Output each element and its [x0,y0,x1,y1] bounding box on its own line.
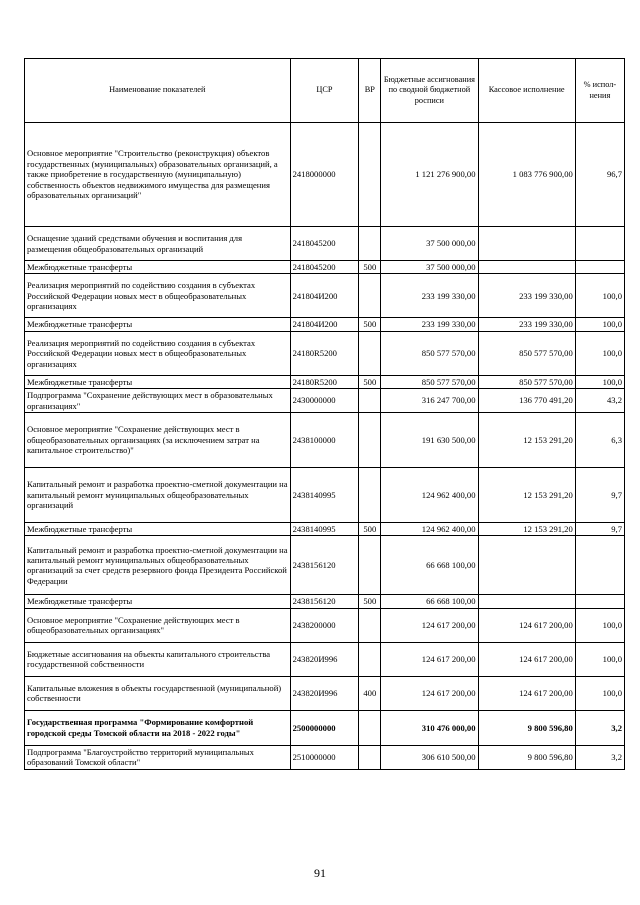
page-number: 91 [314,866,326,880]
row-cash-execution: 9 800 596,80 [478,710,575,745]
row-execution-percent: 3,2 [575,745,624,769]
row-name: Подпрограмма "Благоустройство территорий муниципальных образований Томской области" [25,745,291,769]
table-row [25,523,625,536]
row-assignments: 1 121 276 900,00 [381,123,478,227]
row-assignments: 124 617 200,00 [381,642,478,676]
row-vr [359,642,381,676]
row-execution-percent: 43,2 [575,389,624,413]
row-vr: 500 [359,318,381,331]
header-execution-percent: % испол- нения [575,59,624,123]
row-assignments: 310 476 000,00 [381,710,478,745]
row-csr: 24180R5200 [290,375,359,388]
table-row [25,123,625,227]
row-csr: 2438156120 [290,595,359,608]
table-row [25,227,625,261]
row-execution-percent [575,261,624,274]
row-vr [359,274,381,318]
row-vr: 400 [359,676,381,710]
row-name: Капитальный ремонт и разработка проектно-сметной документации на капитальный ремонт муниципальных общеобразовательных организаций [25,468,291,523]
row-vr [359,536,381,595]
table-row [25,642,625,676]
table-header-row [25,59,625,123]
row-csr: 2438140995 [290,523,359,536]
table-row [25,261,625,274]
row-vr [359,608,381,642]
row-csr: 243820И996 [290,676,359,710]
row-cash-execution [478,595,575,608]
row-vr [359,227,381,261]
row-execution-percent [575,227,624,261]
header-cash-execution: Кассовое исполнение [478,59,575,123]
row-cash-execution: 850 577 570,00 [478,331,575,375]
row-execution-percent: 9,7 [575,468,624,523]
row-execution-percent: 9,7 [575,523,624,536]
row-cash-execution: 1 083 776 900,00 [478,123,575,227]
row-name: Капитальные вложения в объекты государственной (муниципальной) собственности [25,676,291,710]
row-csr: 2418000000 [290,123,359,227]
row-execution-percent: 96,7 [575,123,624,227]
header-vr: ВР [359,59,381,123]
table-row [25,389,625,413]
row-vr [359,413,381,468]
header-csr: ЦСР [290,59,359,123]
row-name: Межбюджетные трансферты [25,261,291,274]
row-csr: 241804И200 [290,318,359,331]
row-name: Основное мероприятие "Сохранение действующих мест в общеобразовательных организациях" [25,608,291,642]
table-row [25,274,625,318]
row-csr: 2438140995 [290,468,359,523]
row-vr [359,745,381,769]
row-assignments: 66 668 100,00 [381,595,478,608]
row-assignments: 124 962 400,00 [381,523,478,536]
row-assignments: 124 617 200,00 [381,608,478,642]
row-name: Межбюджетные трансферты [25,375,291,388]
table-row [25,413,625,468]
row-vr [359,123,381,227]
row-cash-execution: 12 153 291,20 [478,413,575,468]
row-assignments: 306 610 500,00 [381,745,478,769]
row-csr: 2438200000 [290,608,359,642]
row-assignments: 850 577 570,00 [381,331,478,375]
row-cash-execution: 12 153 291,20 [478,468,575,523]
row-csr: 2510000000 [290,745,359,769]
row-name: Капитальный ремонт и разработка проектно-сметной документации на капитальный ремонт муниципальных общеобразовательных организаций за счет средств резервного фонда Президента Российской Федерации [25,536,291,595]
table-row [25,318,625,331]
row-cash-execution [478,261,575,274]
row-csr: 2418045200 [290,227,359,261]
row-execution-percent: 100,0 [575,375,624,388]
row-csr: 2430000000 [290,389,359,413]
row-vr [359,389,381,413]
table-row [25,331,625,375]
row-name: Подпрограмма "Сохранение действующих мест в образовательных организациях" [25,389,291,413]
budget-execution-table [24,58,625,770]
table-row [25,595,625,608]
row-name: Оснащение зданий средствами обучения и воспитания для размещения общеобразовательных организаций [25,227,291,261]
row-cash-execution: 9 800 596,80 [478,745,575,769]
row-cash-execution [478,536,575,595]
row-assignments: 66 668 100,00 [381,536,478,595]
row-csr: 2500000000 [290,710,359,745]
row-cash-execution [478,227,575,261]
row-execution-percent: 100,0 [575,318,624,331]
table-body [25,123,625,770]
row-execution-percent: 100,0 [575,642,624,676]
row-name: Межбюджетные трансферты [25,523,291,536]
row-cash-execution: 233 199 330,00 [478,318,575,331]
row-name: Основное мероприятие "Сохранение действующих мест в общеобразовательных организациях (за исключением затрат на капитальное строительство)" [25,413,291,468]
row-assignments: 37 500 000,00 [381,261,478,274]
row-cash-execution: 233 199 330,00 [478,274,575,318]
row-vr: 500 [359,523,381,536]
row-name: Бюджетные ассигнования на объекты капитального строительства государственной собственности [25,642,291,676]
row-cash-execution: 124 617 200,00 [478,608,575,642]
row-cash-execution: 850 577 570,00 [478,375,575,388]
row-csr: 24180R5200 [290,331,359,375]
table-row [25,468,625,523]
row-execution-percent: 6,3 [575,413,624,468]
row-name: Государственная программа "Формирование комфортной городской среды Томской области на 2018 - 2022 годы" [25,710,291,745]
row-csr: 243820И996 [290,642,359,676]
header-assignments: Бюджетные ассигнования по сводной бюджетной росписи [381,59,478,123]
row-csr: 2438100000 [290,413,359,468]
row-execution-percent: 100,0 [575,331,624,375]
row-vr [359,331,381,375]
row-assignments: 316 247 700,00 [381,389,478,413]
row-assignments: 124 962 400,00 [381,468,478,523]
row-assignments: 850 577 570,00 [381,375,478,388]
row-name: Межбюджетные трансферты [25,595,291,608]
row-name: Реализация мероприятий по содействию создания в субъектах Российской Федерации новых мест в общеобразовательных организациях [25,274,291,318]
row-cash-execution: 124 617 200,00 [478,642,575,676]
row-cash-execution: 124 617 200,00 [478,676,575,710]
row-assignments: 233 199 330,00 [381,318,478,331]
header-name: Наименование показателей [25,59,291,123]
row-vr: 500 [359,375,381,388]
row-cash-execution: 136 770 491,20 [478,389,575,413]
row-name: Реализация мероприятий по содействию создания в субъектах Российской Федерации новых мест в общеобразовательных организациях [25,331,291,375]
row-name: Межбюджетные трансферты [25,318,291,331]
row-execution-percent [575,595,624,608]
row-execution-percent: 3,2 [575,710,624,745]
row-assignments: 37 500 000,00 [381,227,478,261]
table-row [25,375,625,388]
row-execution-percent: 100,0 [575,608,624,642]
table-row [25,608,625,642]
table-row [25,745,625,769]
table-row [25,676,625,710]
row-assignments: 124 617 200,00 [381,676,478,710]
row-vr [359,710,381,745]
row-execution-percent: 100,0 [575,274,624,318]
row-assignments: 191 630 500,00 [381,413,478,468]
row-cash-execution: 12 153 291,20 [478,523,575,536]
row-execution-percent [575,536,624,595]
row-csr: 241804И200 [290,274,359,318]
row-assignments: 233 199 330,00 [381,274,478,318]
row-vr: 500 [359,261,381,274]
row-name: Основное мероприятие "Строительство (реконструкция) объектов государственных (муниципальных) образовательных организаций, а также приобретение в государственную (муниципальную) собственность объектов недвижимого имущества для размещения образовательных организаций" [25,123,291,227]
row-execution-percent: 100,0 [575,676,624,710]
row-vr: 500 [359,595,381,608]
row-csr: 2438156120 [290,536,359,595]
table-row [25,710,625,745]
row-vr [359,468,381,523]
row-csr: 2418045200 [290,261,359,274]
table-row [25,536,625,595]
